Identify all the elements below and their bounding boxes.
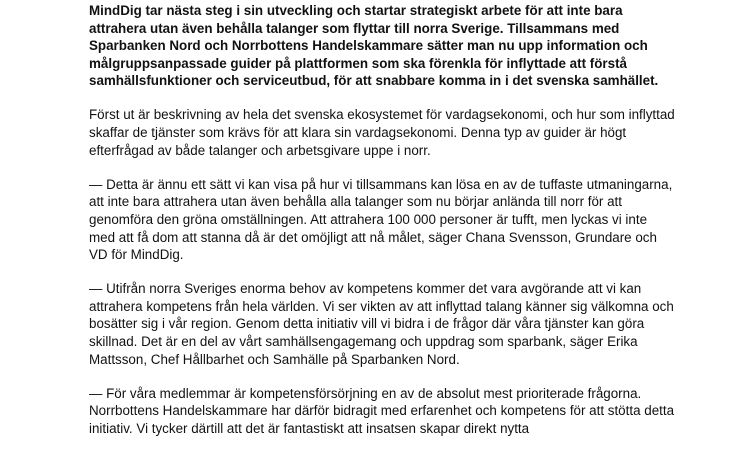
quote-paragraph-handelskammare: — För våra medlemmar är kompetensförsörjning en av de absolut mest prioriterade frågorna. Norrbottens Handelskammare har därför bidragit med erfarenhet och kompetens för att stötta detta initiativ. Vi tycker därtill att det är fantastiskt att insatsen skapar direkt nytta xyxy=(89,385,675,436)
quote-paragraph-erika-mattsson: — Utifrån norra Sveriges enorma behov av kompetens kommer det vara avgörande att vi kan attrahera kompetens från hela världen. Vi ser vikten av att inflyttad talang känner sig välkomna och bosätter sig i vår region. Genom detta initiativ vill vi bidra i de frågor där våra tjänster kan göra skillnad. Det är en del av vårt samhällsengagemang och uppdrag som sparbank, säger Erika Mattsson, Chef Hållbarhet och Samhälle på Sparbanken Nord. xyxy=(89,281,674,367)
lead-paragraph: MindDig tar nästa steg i sin utveckling och startar strategiskt arbete för att inte bara attrahera utan även behålla talanger som flyttar till norra Sverige. Tillsammans med Sparbanken Nord och Norrbottens Handelskammare sätter man nu upp information och målgruppsanpassade guider på plattformen som ska förenkla för inflyttade att förstå samhällsfunktioner och serviceutbud, för att snabbare komma in i det svenska samhället. xyxy=(89,3,659,89)
body-paragraph: Först ut är beskrivning av hela det svenska ekosystemet för vardagsekonomi, och hur som inflyttad skaffar de tjänster som krävs för att klara sin vardagsekonomi. Denna typ av guider är högt efterfrågad av både talanger och arbetsgivare uppe i norr. xyxy=(89,107,675,158)
quote-paragraph-chana-svensson: — Detta är ännu ett sätt vi kan visa på hur vi tillsammans kan lösa en av de tuffaste utmaningarna, att inte bara attrahera utan även behålla alla talanger som nu börjar anlända till norr för att genomföra den gröna omställningen. Att attrahera 100 000 personer är tufft, men lyckas vi inte med att få dom att stanna då är det omöjligt att nå målet, säger Chana Svensson, Grundare och VD för MindDig. xyxy=(89,176,673,263)
article-body xyxy=(89,2,675,454)
